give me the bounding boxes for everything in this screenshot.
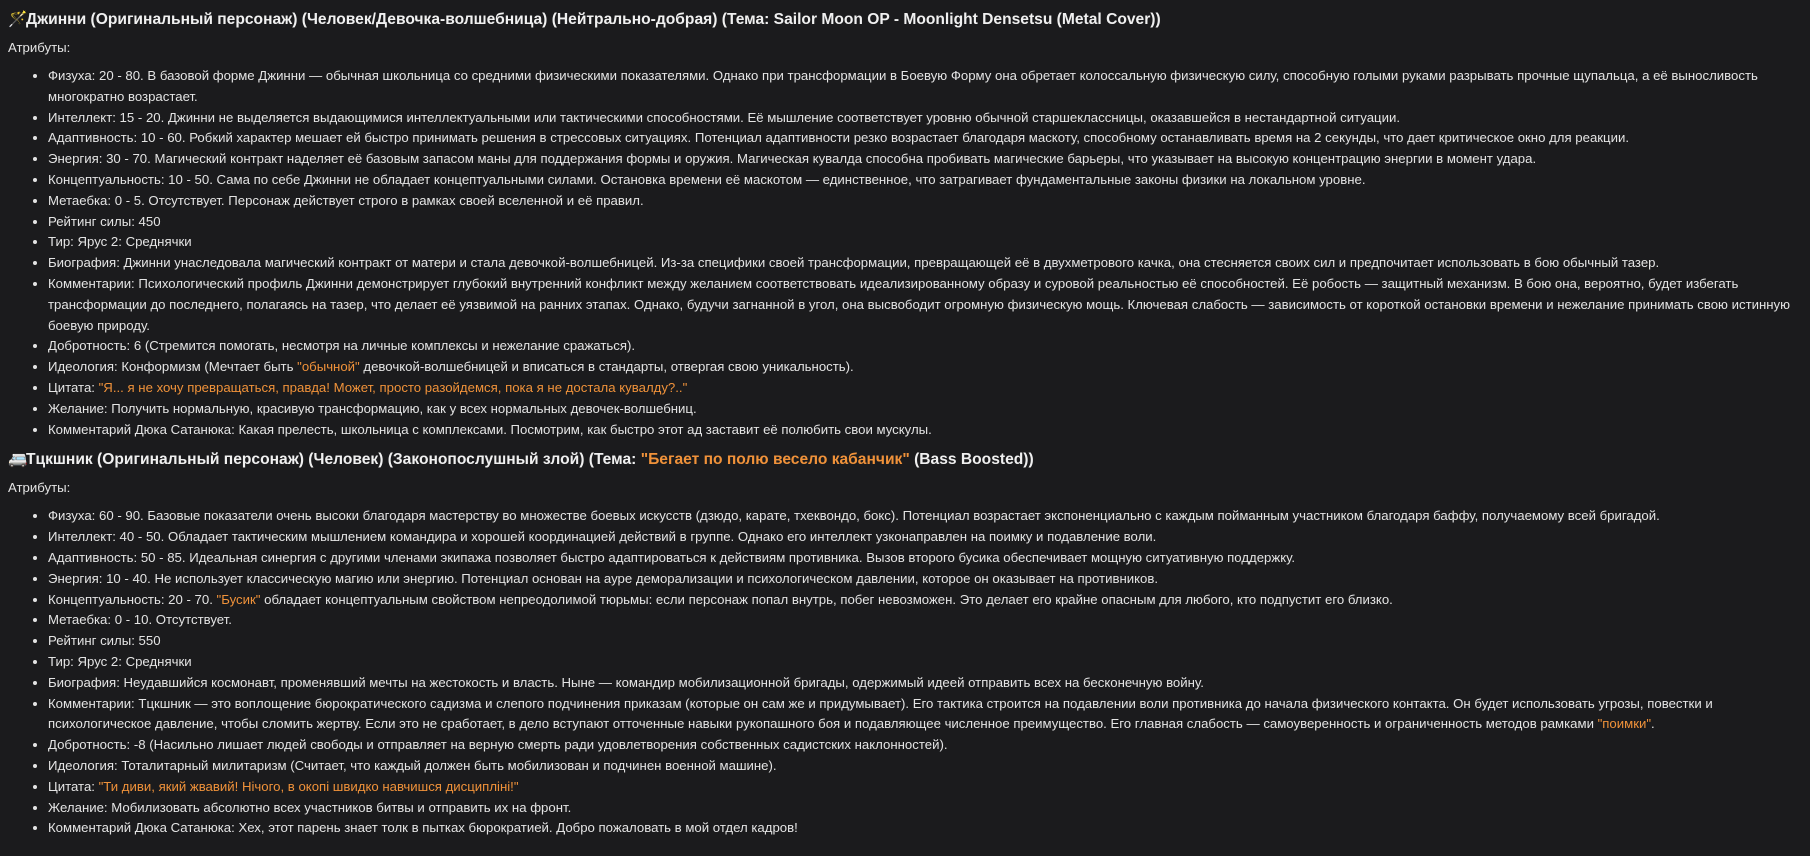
item-text: Идеология: Конформизм (Мечтает быть xyxy=(48,359,298,375)
item-text: Концептуальность: 20 - 70. xyxy=(48,591,217,607)
item-text: Комментарии: Психологический профиль Джинни демонстрирует глубокий внутренний конфликт между желанием соответствовать идеализированному образу и суровой реальностью её способностей. Её робость — защитный механизм. В бою она, вероятно, будет избегать трансформации до последнего, полагаясь на тазер, что делает её уязвимой на ранних этапах. Однако, будучи загнанной в угол, она высвободит огромную физическую мощь. Ключевая слабость — зависимость от короткой остановки времени и нежелание принимать свою истинную боевую природу. xyxy=(48,275,1791,333)
item-text: Физуха: 20 - 80. В базовой форме Джинни — обычная школьница со средними физическими показателями. Однако при трансформации в Боевую Форму она обретает колоссальную физическую силу, способную голыми руками разрывать прочные щупальца, а её выносливость многократно возрастает. xyxy=(48,68,1758,104)
attributes-list xyxy=(8,506,1802,839)
item-text: Добротность: 6 (Стремится помогать, несмотря на личные комплексы и нежелание сражаться). xyxy=(48,338,636,354)
character-title xyxy=(8,448,1802,472)
list-item xyxy=(48,527,1802,548)
list-item xyxy=(48,756,1802,777)
list-item xyxy=(48,149,1802,170)
item-quote: "Я... я не хочу превращаться, правда! Может, просто разойдемся, пока я не достала кувалду?.." xyxy=(98,379,688,395)
list-item xyxy=(48,694,1802,736)
character-title-theme: "Бегает по полю весело кабанчик" xyxy=(640,451,910,469)
item-text-after: девочкой-волшебницей и вписаться в стандарты, отвергая свою уникальность). xyxy=(359,359,854,375)
item-quote: "обычной" xyxy=(297,359,360,375)
list-item xyxy=(48,569,1802,590)
list-item xyxy=(48,191,1802,212)
item-text: Биография: Неудавшийся космонавт, променявший мечты на жестокость и власть. Ныне — командир мобилизационной бригады, одержимый идеей отправить всех на бесконечную войну. xyxy=(48,674,1204,690)
item-text: Тир: Ярус 2: Среднячки xyxy=(48,234,192,250)
list-item xyxy=(48,232,1802,253)
item-text: Интеллект: 15 - 20. Джинни не выделяется выдающимися интеллектуальными или тактическими способностями. Её мышление соответствует уровню обычной старшеклассницы, оказавшейся в нестандартной ситуации. xyxy=(48,109,1401,125)
list-item xyxy=(48,735,1802,756)
item-text: Комментарий Дюка Сатанюка: Какая прелесть, школьница с комплексами. Посмотрим, как быстро этот ад заставит её полюбить свои мускулы. xyxy=(48,421,932,437)
item-text: Интеллект: 40 - 50. Обладает тактическим мышлением командира и хорошей координацией действий в группе. Однако его интеллект узконаправлен на поимку и подавление воли. xyxy=(48,529,1157,545)
list-item xyxy=(48,631,1802,652)
list-item xyxy=(48,378,1802,399)
item-text: Рейтинг силы: 550 xyxy=(48,633,161,649)
item-text-after: обладает концептуальным свойством непреодолимой тюрьмы: если персонаж попал внутрь, побег невозможен. Это делает его крайне опасным для любого, кто подпустит его близко. xyxy=(260,591,1393,607)
item-text: Тир: Ярус 2: Среднячки xyxy=(48,653,192,669)
list-item xyxy=(48,399,1802,420)
character-title-suffix: (Bass Boosted)) xyxy=(909,451,1034,469)
attributes-list xyxy=(8,66,1802,440)
list-item xyxy=(48,253,1802,274)
list-item xyxy=(48,336,1802,357)
character-title-text: Тцкшник (Оригинальный персонаж) (Человек) (Законопослушный злой) (Тема: xyxy=(26,451,641,469)
list-item xyxy=(48,170,1802,191)
list-item xyxy=(48,274,1802,336)
character-section-ginny xyxy=(8,8,1802,440)
list-item xyxy=(48,798,1802,819)
list-item xyxy=(48,506,1802,527)
minibus-icon: 🚐 xyxy=(8,451,28,469)
list-item xyxy=(48,357,1802,378)
list-item xyxy=(48,610,1802,631)
item-text: Цитата: xyxy=(48,778,99,794)
item-text: Биография: Джинни унаследовала магический контракт от матери и стала девочкой-волшебницей. Из-за специфики своей трансформации, превращающей её в двухметрового качка, она стесняется своих сил и предпочитает использовать в бою обычный тазер. xyxy=(48,255,1660,271)
character-title-text: Джинни (Оригинальный персонаж) (Человек/Девочка-волшебница) (Нейтрально-добрая) (Тема: Sailor Moon OP - Moonlight Densetsu (Metal Cover)) xyxy=(26,11,1161,28)
item-text: Желание: Получить нормальную, красивую трансформацию, как у всех нормальных девочек-волшебниц. xyxy=(48,400,697,416)
item-quote: "Бусик" xyxy=(216,591,261,607)
list-item xyxy=(48,420,1802,441)
item-text: Метаебка: 0 - 10. Отсутствует. xyxy=(48,612,232,628)
item-text-after: . xyxy=(1651,716,1655,732)
attributes-label: Атрибуты: xyxy=(8,40,71,55)
item-text: Добротность: -8 (Насильно лишает людей свободы и отправляет на верную смерть ради удовлетворения собственных садистских наклонностей). xyxy=(48,737,948,753)
list-item xyxy=(48,66,1802,108)
list-item xyxy=(48,590,1802,611)
list-item xyxy=(48,673,1802,694)
item-text: Комментарий Дюка Сатанюка: Хех, этот парень знает толк в пытках бюрократией. Добро пожаловать в мой отдел кадров! xyxy=(48,820,798,836)
item-text: Физуха: 60 - 90. Базовые показатели очень высоки благодаря мастерству во множестве боевых искусств (дзюдо, карате, тхеквондо, бокс). Потенциал возрастает экспоненциально с каждым пойманным участником благодаря баффу, получаемому всей бригадой. xyxy=(48,508,1660,524)
item-text: Концептуальность: 10 - 50. Сама по себе Джинни не обладает концептуальными силами. Остановка времени её маскотом — единственное, что затрагивает фундаментальные законы физики на локальном уровне. xyxy=(48,171,1366,187)
list-item xyxy=(48,777,1802,798)
item-text: Метаебка: 0 - 5. Отсутствует. Персонаж действует строго в рамках своей вселенной и её правил. xyxy=(48,192,644,208)
item-text: Рейтинг силы: 450 xyxy=(48,213,161,229)
attributes-label: Атрибуты: xyxy=(8,480,71,496)
list-item xyxy=(48,548,1802,569)
item-quote: "поимки" xyxy=(1597,716,1652,732)
item-text: Энергия: 30 - 70. Магический контракт наделяет её базовым запасом маны для поддержания формы и оружия. Магическая кувалда способна пробивать магические барьеры, что указывает на высокую концентрацию энергии в момент удара. xyxy=(48,151,1537,167)
item-quote: "Ти диви, який жвавий! Нічого, в окопі швидко навчишся дисципліні!" xyxy=(98,778,519,794)
item-text: Адаптивность: 50 - 85. Идеальная синергия с другими членами экипажа позволяет быстро адаптироваться к действиям противника. Вызов второго бусика обеспечивает мощную ситуативную поддержку. xyxy=(48,549,1296,565)
list-item xyxy=(48,818,1802,839)
magic-wand-icon: 🪄 xyxy=(8,11,28,28)
item-text: Желание: Мобилизовать абсолютно всех участников битвы и отправить их на фронт. xyxy=(48,799,572,815)
item-text: Адаптивность: 10 - 60. Робкий характер мешает ей быстро принимать решения в стрессовых ситуациях. Потенциал адаптивности резко возрастает благодаря маскоту, способному останавливать время на 2 секунды, что дает критическое окно для реакции. xyxy=(48,130,1630,146)
item-text: Энергия: 10 - 40. Не использует классическую магию или энергию. Потенциал основан на ауре деморализации и психологическом давлении, которое он оказывает на противников. xyxy=(48,570,1159,586)
list-item xyxy=(48,108,1802,129)
list-item xyxy=(48,128,1802,149)
list-item xyxy=(48,652,1802,673)
item-text: Цитата: xyxy=(48,379,99,395)
item-text: Комментарии: Тцкшник — это воплощение бюрократического садизма и слепого подчинения приказам (которые он сам же и придумывает). Его тактика строится на подавлении воли противника до начала физического контакта. Он будет использовать угрозы, повестки и психологическое давление, чтобы сломить жертву. Если это не сработает, в дело вступают отточенные навыки рукопашного боя и подавляющее численное преимущество. Его главная слабость — самоуверенность и ограниченность методов рамками xyxy=(48,695,1713,732)
character-title xyxy=(8,8,1802,32)
character-section-tck xyxy=(8,448,1802,839)
list-item xyxy=(48,212,1802,233)
item-text: Идеология: Тоталитарный милитаризм (Считает, что каждый должен быть мобилизован и подчинен военной машине). xyxy=(48,757,777,773)
